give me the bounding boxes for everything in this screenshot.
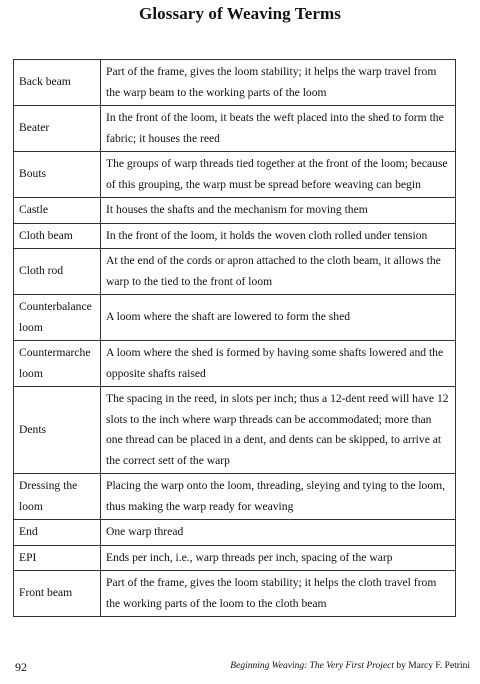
definition-cell: At the end of the cords or apron attached to the cloth beam, it allows the warp to the tied to the front of loom [101, 249, 456, 295]
definition-cell: In the front of the loom, it beats the weft placed into the shed to form the fabric; it houses the reed [101, 106, 456, 152]
page-number: 92 [15, 660, 27, 674]
book-author: by Marcy F. Petrini [393, 661, 470, 671]
term-cell: Beater [14, 106, 101, 152]
term-cell: Back beam [14, 60, 101, 106]
table-row [14, 295, 456, 341]
term-cell: Bouts [14, 152, 101, 198]
table-row [14, 198, 456, 224]
term-cell: Countermarche loom [14, 341, 101, 387]
definition-cell: A loom where the shed is formed by having some shafts lowered and the opposite shafts raised [101, 341, 456, 387]
term-cell: End [14, 520, 101, 546]
definition-cell: The spacing in the reed, in slots per inch; thus a 12-dent reed will have 12 slots to the inch where warp threads can be accommodated; more than one thread can be placed in a dent, and dents can be skipped, to arrive at the correct sett of the warp [101, 387, 456, 474]
definition-cell: Ends per inch, i.e., warp threads per inch, spacing of the warp [101, 545, 456, 571]
table-row [14, 545, 456, 571]
table-row [14, 106, 456, 152]
definition-cell: One warp thread [101, 520, 456, 546]
term-cell: Cloth rod [14, 249, 101, 295]
table-row [14, 571, 456, 617]
definition-cell: A loom where the shaft are lowered to form the shed [101, 295, 456, 341]
term-cell: Front beam [14, 571, 101, 617]
table-row [14, 520, 456, 546]
table-row [14, 249, 456, 295]
term-cell: Cloth beam [14, 223, 101, 249]
table-row [14, 60, 456, 106]
term-cell: EPI [14, 545, 101, 571]
definition-cell: The groups of warp threads tied together at the front of the loom; because of this grouping, the warp must be spread before weaving can begin [101, 152, 456, 198]
term-cell: Castle [14, 198, 101, 224]
page-title: Glossary of Weaving Terms [139, 4, 341, 23]
term-cell: Counterbalance loom [14, 295, 101, 341]
term-cell: Dents [14, 387, 101, 474]
definition-cell: Part of the frame, gives the loom stability; it helps the cloth travel from the working parts of the loom to the cloth beam [101, 571, 456, 617]
book-credit [230, 661, 470, 671]
table-row [14, 341, 456, 387]
table-row [14, 223, 456, 249]
table-row [14, 152, 456, 198]
definition-cell: Placing the warp onto the loom, threading, sleying and tying to the loom, thus making the warp ready for weaving [101, 474, 456, 520]
term-cell: Dressing the loom [14, 474, 101, 520]
glossary-table [13, 59, 456, 617]
book-title: Beginning Weaving: The Very First Project [230, 661, 394, 671]
table-row [14, 387, 456, 474]
definition-cell: It houses the shafts and the mechanism for moving them [101, 198, 456, 224]
definition-cell: In the front of the loom, it holds the woven cloth rolled under tension [101, 223, 456, 249]
definition-cell: Part of the frame, gives the loom stability; it helps the warp travel from the warp beam to the working parts of the loom [101, 60, 456, 106]
table-row [14, 474, 456, 520]
